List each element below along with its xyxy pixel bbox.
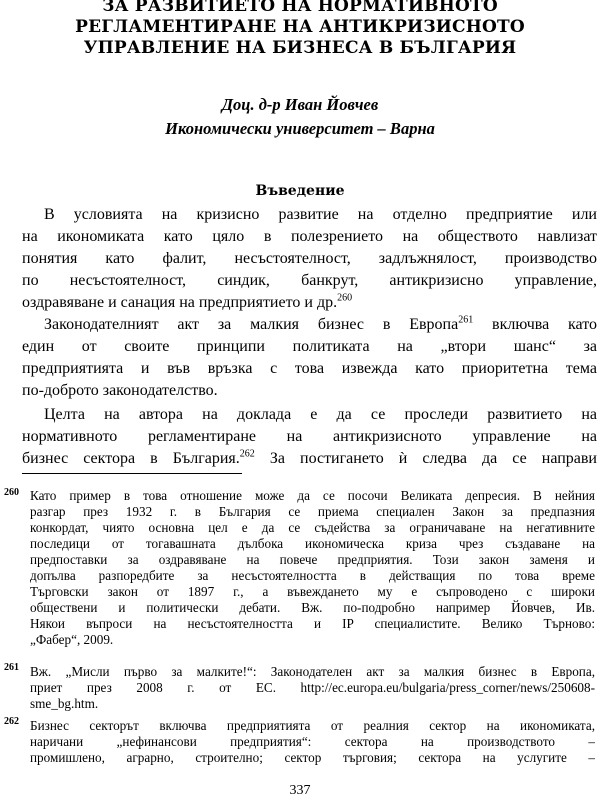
footnote-line: промишлено, аграрно, строително; сектор търговия; сектора на услугите – [30,750,595,765]
footnote-line: „Фабер“, 2009. [30,632,114,647]
footnote-line: Търговски закон от 1897 г., а въвеждането му е съпроводено с широки [30,584,595,599]
footnote-line: конкордат, чиято основна цел е да се съдейства за ограничаване на негативните [30,520,595,535]
footnote-ref: 260 [337,292,353,304]
footnote-number: 260 [4,487,19,498]
page-number: 337 [289,783,311,798]
footnote-line: sme_bg.htm. [30,696,99,711]
footnote-ref: 261 [458,314,474,326]
body-line: предприятията и във връзка с това извежда като приоритетна тема [22,360,597,377]
title-line-3: УПРАВЛЕНИЕ НА БИЗНЕСА В БЪЛГАРИЯ [83,38,517,58]
footnote-line: Вж. „Мисли първо за малките!“: Законодателен акт за малкия бизнес в Европа, [30,664,595,679]
body-line: В условията на кризисно развитие на отделно предприятие или [44,206,597,223]
footnote-line: приет през 2008 г. от ЕС. http://ec.europa.eu/bulgaria/press_corner/news/250608- [30,680,595,695]
title-line-2: РЕГЛАМЕНТИРАНЕ НА АНТИКРИЗИСНОТО [75,17,525,37]
paper-title [20,0,580,59]
footnote-line: Бизнес секторът включва предприятията от реалния сектор на икономиката, [30,718,595,733]
footnote-number: 262 [4,716,19,727]
body-line: на икономиката като цяло в полезрението на обществото навлизат [22,228,597,245]
author-affiliation: Икономически университет – Варна [165,119,435,138]
footnote-separator [22,473,242,474]
footnote-line: обществени и политически дебати. Вж. по-подробно например Йовчев, Ив. [30,600,595,615]
body-line [22,314,597,336]
footnote-line: допълва разпоредбите за несъстоятелността в действащия по това време [30,568,595,583]
section-heading: Въведение [255,183,345,199]
body-line: един от своите принципи политиката на „втори шанс“ за [22,338,597,355]
body-line [22,292,597,314]
footnote-line: предпоставки за оздравяване на повече предприятия. Този закон заменя и [30,552,595,567]
footnote-number: 261 [4,662,19,673]
body-line: по несъстоятелност, синдик, банкрут, антикризисно управление, [22,272,597,289]
body-line: Целта на автора на доклада е да се проследи развитието на [44,406,597,423]
body-text-span: включва като [473,316,597,333]
footnote-line: последици от тогавашната дълбока икономическа криза чрез създаване на [30,536,595,551]
title-line-1: ЗА РАЗВИТИЕТО НА НОРМАТИВНОТО [102,0,498,16]
footnote-line: наричани „нефинансови предприятия“: сектора на производството – [30,734,595,749]
body-line: по-доброто законодателство. [22,382,218,399]
footnote-line: разгар през 1932 г. в България се приема специален Закон за предпазния [30,504,595,519]
body-text-span: бизнес сектора в България. [22,450,240,467]
footnote-line: Като пример в това отношение може да се посочи Великата депресия. В нейния [30,488,595,503]
body-text-span: оздравяване и санация на предприятието и др. [22,294,338,311]
footnote-ref: 262 [239,448,255,460]
body-text-span: Законодателният акт за малкия бизнес в Европа [44,316,459,333]
footnote-line: Някои въпроси на несъстоятелността и IP специалистите. Велико Търново: [30,616,595,631]
author-name: Доц. д-р Иван Йовчев [221,95,379,114]
body-line: понятия като фалит, несъстоятелност, задлъжнялост, производство [22,250,597,267]
body-line [22,448,597,470]
body-line: нормативното регламентиране на антикризисното управление на [22,428,597,445]
body-text-span: За постигането ѝ следва да се направи [254,450,597,467]
